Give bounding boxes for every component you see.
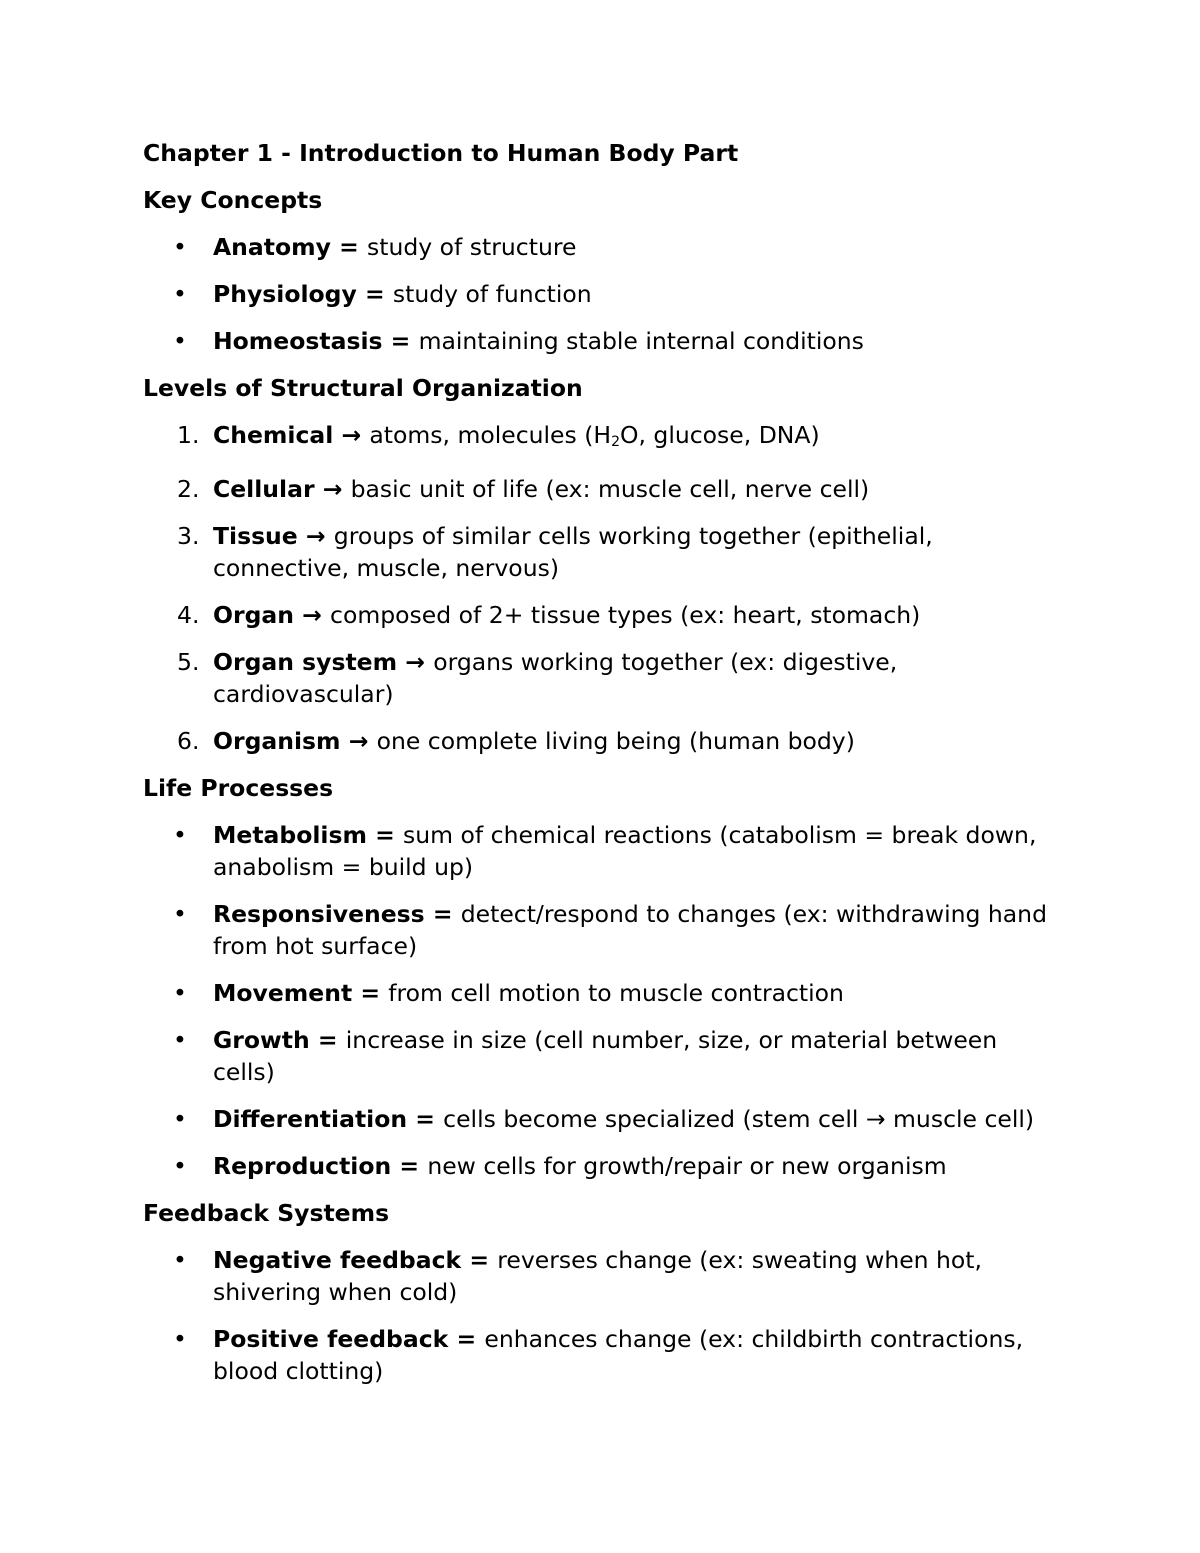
page-title: Chapter 1 - Introduction to Human Body Part [143, 139, 739, 167]
levels-heading: Levels of Structural Organization [143, 374, 583, 402]
item-term: Organ [213, 601, 294, 629]
list-item [143, 977, 1063, 1009]
item-description: groups of similar cells working together (epithelial, connective, muscle, nervous) [213, 522, 933, 582]
item-term: Movement [213, 979, 353, 1007]
item-term: Negative feedback [213, 1246, 462, 1274]
list-number: 1. [177, 421, 200, 449]
list-item [143, 898, 1063, 962]
list-item [143, 819, 1063, 883]
item-separator: = [391, 1152, 428, 1180]
list-number: 5. [177, 648, 200, 676]
item-description: basic unit of life (ex: muscle cell, nerve cell) [350, 475, 870, 503]
bullet-icon: • [173, 1105, 187, 1133]
list-item [143, 1024, 1063, 1088]
item-description: cells become specialized (stem cell → muscle cell) [443, 1105, 1035, 1133]
feedback-heading: Feedback Systems [143, 1199, 390, 1227]
item-description: composed of 2+ tissue types (ex: heart, stomach) [330, 601, 921, 629]
bullet-icon: • [173, 1152, 187, 1180]
item-term: Cellular [213, 475, 315, 503]
item-term: Metabolism [213, 821, 367, 849]
item-separator: = [330, 233, 368, 261]
bullet-icon: • [173, 1026, 187, 1054]
bullet-icon: • [173, 1246, 187, 1274]
item-description: enhances change (ex: childbirth contractions, blood clotting) [213, 1325, 1024, 1385]
item-term: Anatomy [213, 233, 331, 261]
item-separator: = [424, 900, 461, 928]
item-term: Organism [213, 727, 341, 755]
item-separator: → [397, 648, 434, 676]
item-term: Positive feedback [213, 1325, 449, 1353]
list-number: 4. [177, 601, 200, 629]
item-separator: = [352, 979, 389, 1007]
list-item [143, 646, 1063, 710]
item-term: Chemical [213, 421, 334, 449]
item-term: Responsiveness [213, 900, 425, 928]
list-item [143, 520, 1063, 584]
list-item [143, 231, 1063, 263]
key-concepts-list [143, 231, 1063, 357]
list-item [143, 419, 1063, 458]
item-description: reverses change (ex: sweating when hot, shivering when cold) [213, 1246, 982, 1306]
life-processes-heading: Life Processes [143, 774, 334, 802]
item-term: Growth [213, 1026, 310, 1054]
item-separator: = [356, 280, 393, 308]
item-separator: → [297, 522, 334, 550]
list-item [143, 599, 1063, 631]
list-item [143, 278, 1063, 310]
item-description: increase in size (cell number, size, or material between cells) [213, 1026, 998, 1086]
item-separator: → [293, 601, 331, 629]
list-item [143, 1150, 1063, 1182]
item-term: Differentiation [213, 1105, 408, 1133]
list-item [143, 1323, 1063, 1387]
list-item [143, 725, 1063, 757]
item-description: one complete living being (human body) [376, 727, 855, 755]
item-term: Tissue [213, 522, 298, 550]
item-description-cont: O, glucose, DNA) [619, 421, 820, 449]
item-term: Physiology [213, 280, 357, 308]
item-separator: → [333, 421, 370, 449]
item-separator: → [340, 727, 377, 755]
key-concepts-heading: Key Concepts [143, 186, 323, 214]
item-separator: = [407, 1105, 444, 1133]
item-separator: = [366, 821, 404, 849]
levels-list [143, 419, 1063, 757]
bullet-icon: • [173, 280, 187, 308]
feedback-list [143, 1244, 1063, 1387]
list-number: 2. [177, 475, 200, 503]
item-separator: = [448, 1325, 485, 1353]
list-item [143, 1103, 1063, 1135]
item-description: new cells for growth/repair or new organism [427, 1152, 947, 1180]
item-separator: = [382, 327, 419, 355]
bullet-icon: • [173, 1325, 187, 1353]
item-description: atoms, molecules (H [369, 421, 612, 449]
item-term: Organ system [213, 648, 398, 676]
item-description: study of structure [367, 233, 577, 261]
item-separator: = [309, 1026, 346, 1054]
life-processes-list [143, 819, 1063, 1182]
list-item [143, 1244, 1063, 1308]
list-item [143, 325, 1063, 357]
list-item [143, 473, 1063, 505]
bullet-icon: • [173, 979, 187, 1007]
item-description: detect/respond to changes (ex: withdrawing hand from hot surface) [213, 900, 1047, 960]
list-number: 3. [177, 522, 200, 550]
item-description: sum of chemical reactions (catabolism = break down, anabolism = build up) [213, 821, 1037, 881]
list-number: 6. [177, 727, 200, 755]
item-description: from cell motion to muscle contraction [388, 979, 844, 1007]
item-term: Reproduction [213, 1152, 392, 1180]
bullet-icon: • [173, 233, 187, 261]
item-separator: = [461, 1246, 498, 1274]
item-description: study of function [392, 280, 592, 308]
bullet-icon: • [173, 327, 187, 355]
subscript: 2 [611, 434, 620, 450]
item-description: maintaining stable internal conditions [418, 327, 864, 355]
item-term: Homeostasis [213, 327, 383, 355]
item-description: organs working together (ex: digestive, cardiovascular) [213, 648, 898, 708]
item-separator: → [314, 475, 351, 503]
document-page [143, 137, 1063, 1402]
bullet-icon: • [173, 821, 187, 849]
bullet-icon: • [173, 900, 187, 928]
